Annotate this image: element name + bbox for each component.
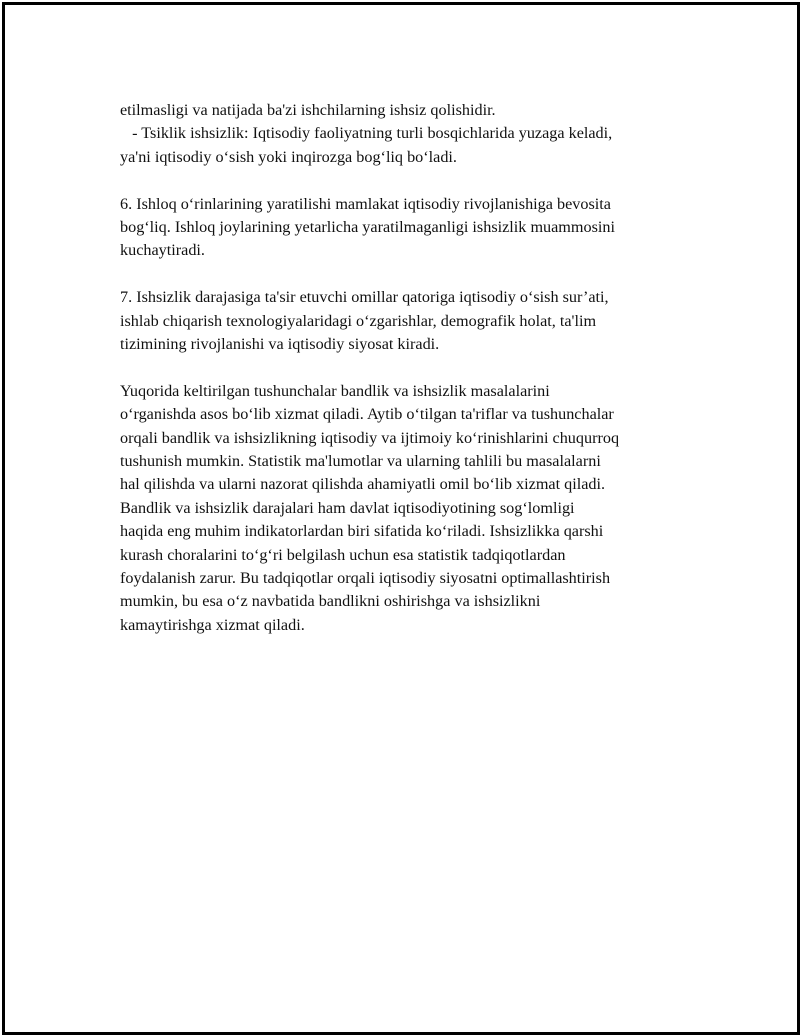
text-line: kamaytirishga xizmat qiladi. [120, 615, 305, 634]
text-line: foydalanish zarur. Bu tadqiqotlar orqali iqtisodiy siyosatni optimallashtirish [120, 569, 611, 588]
paragraph-item-6 [120, 193, 700, 263]
text-line: tizimining rivojlanishi va iqtisodiy siyosat kiradi. [120, 335, 440, 354]
text-line: mumkin, bu esa o‘z navbatida bandlikni oshirishga va ishsizlikni [120, 592, 541, 611]
text-line: hal qilishda va ularni nazorat qilishda ahamiyatli omil bo‘lib xizmat qiladi. [120, 475, 606, 494]
paragraph-continuation [120, 99, 700, 169]
text-line: kurash choralarini to‘g‘ri belgilash uchun esa statistik tadqiqotlardan [120, 545, 566, 564]
document-body [120, 99, 700, 637]
page-frame [2, 2, 800, 1035]
paragraph-conclusion [120, 380, 700, 637]
text-line: kuchaytiradi. [120, 241, 205, 260]
paragraph-item-7 [120, 286, 700, 356]
text-line: 7. Ishsizlik darajasiga ta'sir etuvchi omillar qatoriga iqtisodiy o‘sish sur’ati, [120, 288, 609, 307]
text-line: ishlab chiqarish texnologiyalaridagi o‘zgarishlar, demografik holat, ta'lim [120, 311, 597, 330]
text-line: orqali bandlik va ishsizlikning iqtisodiy va ijtimoiy ko‘rinishlarini chuqurroq [120, 428, 620, 447]
text-line: tushunish mumkin. Statistik ma'lumotlar va ularning tahlili bu masalalarni [120, 452, 601, 471]
text-line: 6. Ishloq o‘rinlarining yaratilishi mamlakat iqtisodiy rivojlanishiga bevosita [120, 194, 611, 213]
text-line: Yuqorida keltirilgan tushunchalar bandlik va ishsizlik masalalarini [120, 381, 550, 400]
text-line: Bandlik va ishsizlik darajalari ham davlat iqtisodiyotining sog‘lomligi [120, 498, 575, 517]
text-line: ya'ni iqtisodiy o‘sish yoki inqirozga bog‘liq bo‘ladi. [120, 147, 457, 166]
text-line: - Tsiklik ishsizlik: Iqtisodiy faoliyatning turli bosqichlarida yuzaga keladi, [120, 124, 613, 143]
text-line: haqida eng muhim indikatorlardan biri sifatida ko‘riladi. Ishsizlikka qarshi [120, 522, 604, 541]
text-line: o‘rganishda asos bo‘lib xizmat qiladi. Aytib o‘tilgan ta'riflar va tushunchalar [120, 405, 614, 424]
text-line: etilmasligi va natijada ba'zi ishchilarning ishsiz qolishidir. [120, 101, 496, 119]
text-line: bog‘liq. Ishloq joylarining yetarlicha yaratilmaganligi ishsizlik muammosini [120, 218, 615, 237]
